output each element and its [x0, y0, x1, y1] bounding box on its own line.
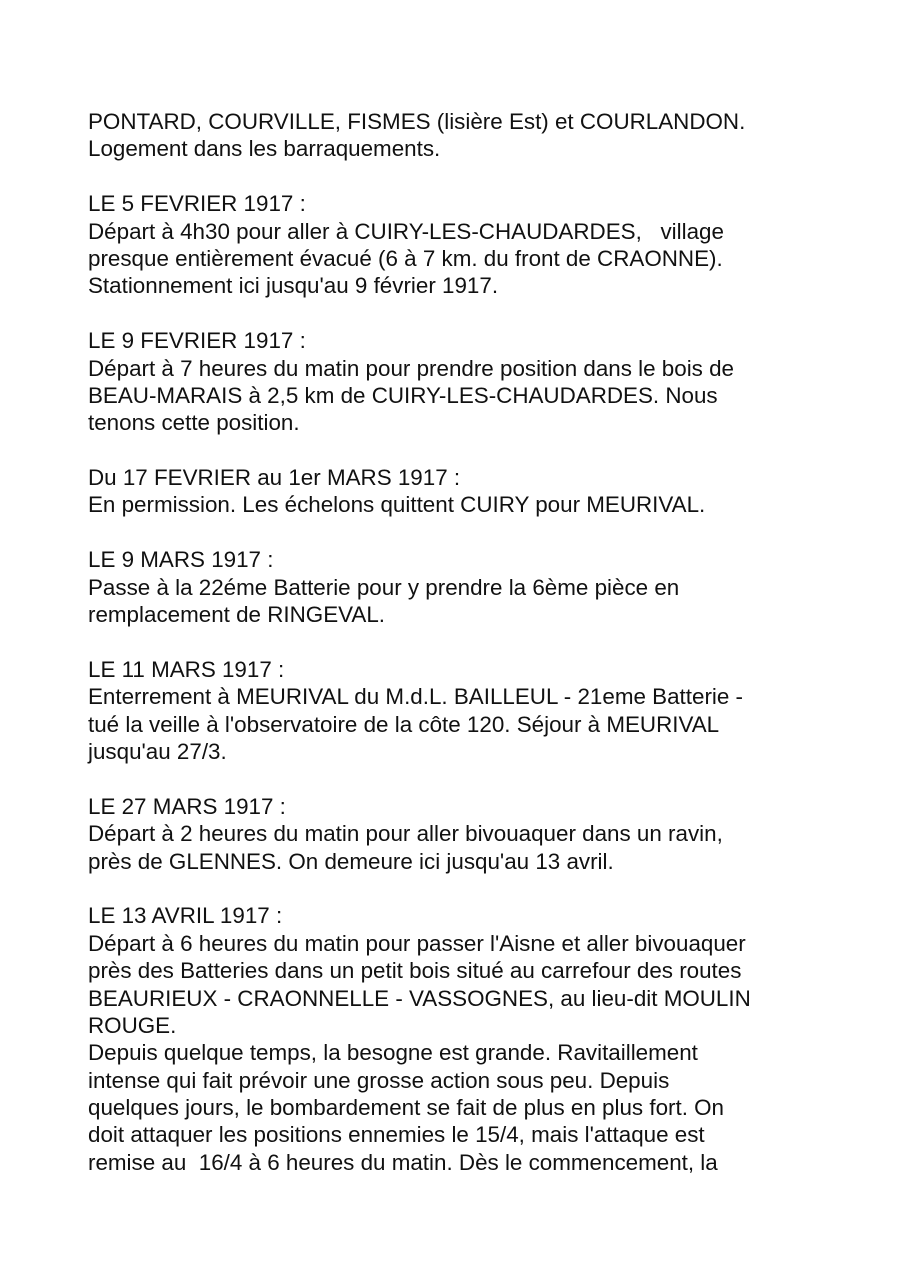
text-line: BEAURIEUX - CRAONNELLE - VASSOGNES, au lieu-dit MOULIN: [88, 985, 751, 1011]
paragraph-spacer: [88, 163, 888, 190]
text-line: Départ à 6 heures du matin pour passer l'Aisne et aller bivouaquer: [88, 930, 746, 956]
section-heading: LE 11 MARS 1917 :: [88, 656, 285, 682]
section-heading: Du 17 FEVRIER au 1er MARS 1917 :: [88, 465, 461, 491]
text-line: tué la veille à l'observatoire de la côte 120. Séjour à MEURIVAL: [88, 711, 720, 737]
text-line: En permission. Les échelons quittent CUIRY pour MEURIVAL.: [88, 492, 706, 518]
text-line: remplacement de RINGEVAL.: [88, 602, 386, 628]
text-line: Départ à 2 heures du matin pour aller bivouaquer dans un ravin,: [88, 821, 723, 847]
section-5-fevrier: [88, 190, 888, 300]
section-heading: LE 27 MARS 1917 :: [88, 793, 286, 819]
section-27-mars: [88, 793, 888, 875]
document-body: [88, 108, 888, 1176]
section-13-avril: [88, 902, 888, 1176]
section-heading: LE 9 FEVRIER 1917 :: [88, 328, 306, 354]
text-line: Stationnement ici jusqu'au 9 février 1917.: [88, 273, 499, 299]
text-line: Depuis quelque temps, la besogne est grande. Ravitaillement: [88, 1040, 698, 1066]
text-line: quelques jours, le bombardement se fait de plus en plus fort. On: [88, 1095, 725, 1121]
text-line: remise au 16/4 à 6 heures du matin. Dès le commencement, la: [88, 1149, 718, 1175]
text-line: doit attaquer les positions ennemies le 15/4, mais l'attaque est: [88, 1122, 705, 1148]
paragraph-spacer: [88, 519, 888, 546]
paragraph-spacer: [88, 300, 888, 327]
section-11-mars: [88, 656, 888, 766]
paragraph-spacer: [88, 875, 888, 902]
paragraph-spacer: [88, 628, 888, 655]
text-line: PONTARD, COURVILLE, FISMES (lisière Est) et COURLANDON.: [88, 109, 746, 134]
section-intro: [88, 108, 888, 163]
section-17-fevrier: [88, 464, 888, 519]
text-line: BEAU-MARAIS à 2,5 km de CUIRY-LES-CHAUDARDES. Nous: [88, 382, 718, 408]
section-heading: LE 13 AVRIL 1917 :: [88, 903, 283, 929]
text-line: intense qui fait prévoir une grosse action sous peu. Depuis: [88, 1067, 670, 1093]
paragraph-spacer: [88, 437, 888, 464]
text-line: Départ à 7 heures du matin pour prendre position dans le bois de: [88, 355, 735, 381]
text-line: Enterrement à MEURIVAL du M.d.L. BAILLEUL - 21eme Batterie -: [88, 684, 744, 710]
text-line: tenons cette position.: [88, 410, 300, 436]
text-line: près de GLENNES. On demeure ici jusqu'au 13 avril.: [88, 848, 614, 874]
text-line: Départ à 4h30 pour aller à CUIRY-LES-CHAUDARDES, village: [88, 218, 724, 244]
section-heading: LE 5 FEVRIER 1917 :: [88, 191, 306, 217]
text-line: jusqu'au 27/3.: [88, 738, 227, 764]
section-9-mars: [88, 546, 888, 628]
paragraph-spacer: [88, 765, 888, 792]
text-line: ROUGE.: [88, 1012, 177, 1038]
text-line: près des Batteries dans un petit bois situé au carrefour des routes: [88, 958, 742, 984]
text-line: Passe à la 22éme Batterie pour y prendre la 6ème pièce en: [88, 574, 680, 600]
section-9-fevrier: [88, 327, 888, 437]
section-heading: LE 9 MARS 1917 :: [88, 547, 274, 573]
text-line: presque entièrement évacué (6 à 7 km. du front de CRAONNE).: [88, 245, 723, 271]
text-line: Logement dans les barraquements.: [88, 136, 441, 162]
